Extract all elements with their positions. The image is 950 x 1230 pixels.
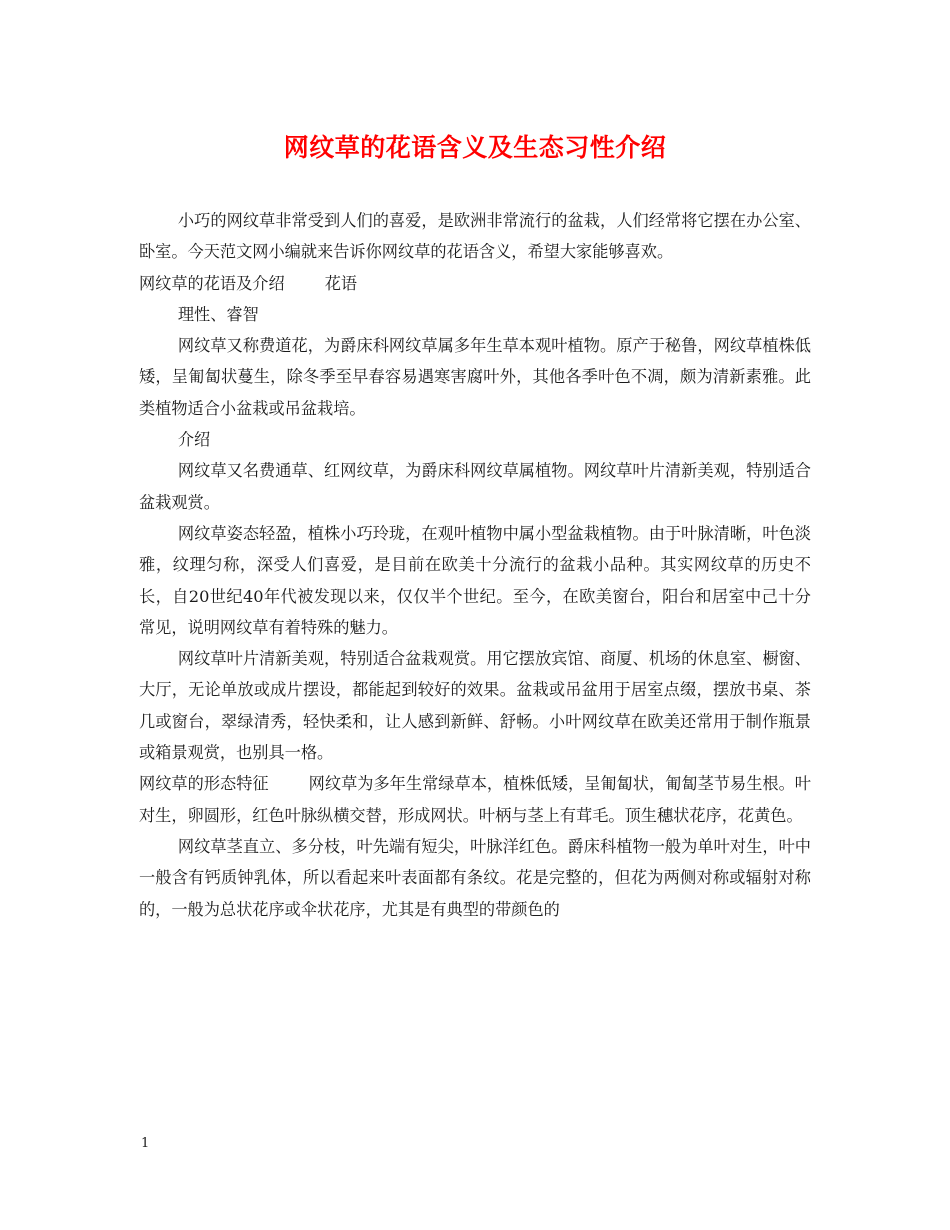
paragraph-flower-language: 理性、睿智 xyxy=(177,304,259,324)
section-heading-line xyxy=(139,268,811,299)
paragraph-intro: 小巧的网纹草非常受到人们的喜爱，是欧洲非常流行的盆栽，人们经常将它摆在办公室、卧室。今天范文网小编就来告诉你网纹草的花语含义，希望大家能够喜欢。 xyxy=(139,211,811,262)
paragraph-description: 网纹草又称费道花，为爵床科网纹草属多年生草本观叶植物。原产于秘鲁，网纹草植株低矮，呈匍匐状蔓生，除冬季至早春容易遇寒害腐叶外，其他各季叶色不凋，颇为清新素雅。此类植物适合小盆栽或吊盆栽培。 xyxy=(139,336,811,418)
paragraph-morphology xyxy=(139,768,811,831)
morphology-text: 网纹草为多年生常绿草本，植株低矮，呈匍匐状，匍匐茎节易生根。叶对生，卵圆形，红色叶脉纵横交替，形成网状。叶柄与茎上有茸毛。顶生穗状花序，花黄色。 xyxy=(139,774,811,825)
paragraph-appearance: 网纹草姿态轻盈，植株小巧玲珑，在观叶植物中属小型盆栽植物。由于叶脉清晰，叶色淡雅，纹理匀称，深受人们喜爱，是目前在欧美十分流行的盆栽小品种。其实网纹草的历史不长，自20世纪40年代被发现以来，仅仅半个世纪。至今，在欧美窗台，阳台和居室中己十分常见，说明网纹草有着特殊的魅力。 xyxy=(139,523,811,637)
paragraph-stem: 网纹草茎直立、多分枝，叶先端有短尖，叶脉洋红色。爵床科植物一般为单叶对生，叶中一般含有钙质钟乳体，所以看起来叶表面都有条纹。花是完整的，但花为两侧对称或辐射对称的，一般为总状花序或伞状花序，尤其是有典型的带颜色的 xyxy=(139,836,811,919)
document-title: 网纹草的花语含义及生态习性介绍 xyxy=(283,133,667,162)
document-body xyxy=(139,205,811,925)
paragraph-intro-details: 网纹草又名费通草、红网纹草，为爵床科网纹草属植物。网纹草叶片清新美观，特别适合盆栽观赏。 xyxy=(139,461,811,512)
page-number: 1 xyxy=(141,1136,150,1151)
section-heading: 网纹草的花语及介绍 xyxy=(139,273,285,293)
subsection-label: 花语 xyxy=(324,273,358,293)
subsection-label-intro: 介绍 xyxy=(177,430,211,450)
section-heading: 网纹草的形态特征 xyxy=(139,774,269,794)
paragraph-uses: 网纹草叶片清新美观，特别适合盆栽观赏。用它摆放宾馆、商厦、机场的休息室、橱窗、大厅，无论单放或成片摆设，都能起到较好的效果。盆栽或吊盆用于居室点缀，摆放书桌、茶几或窗台，翠绿清秀，轻快柔和，让人感到新鲜、舒畅。小叶网纹草在欧美还常用于制作瓶景或箱景观赏，也别具一格。 xyxy=(139,649,811,763)
